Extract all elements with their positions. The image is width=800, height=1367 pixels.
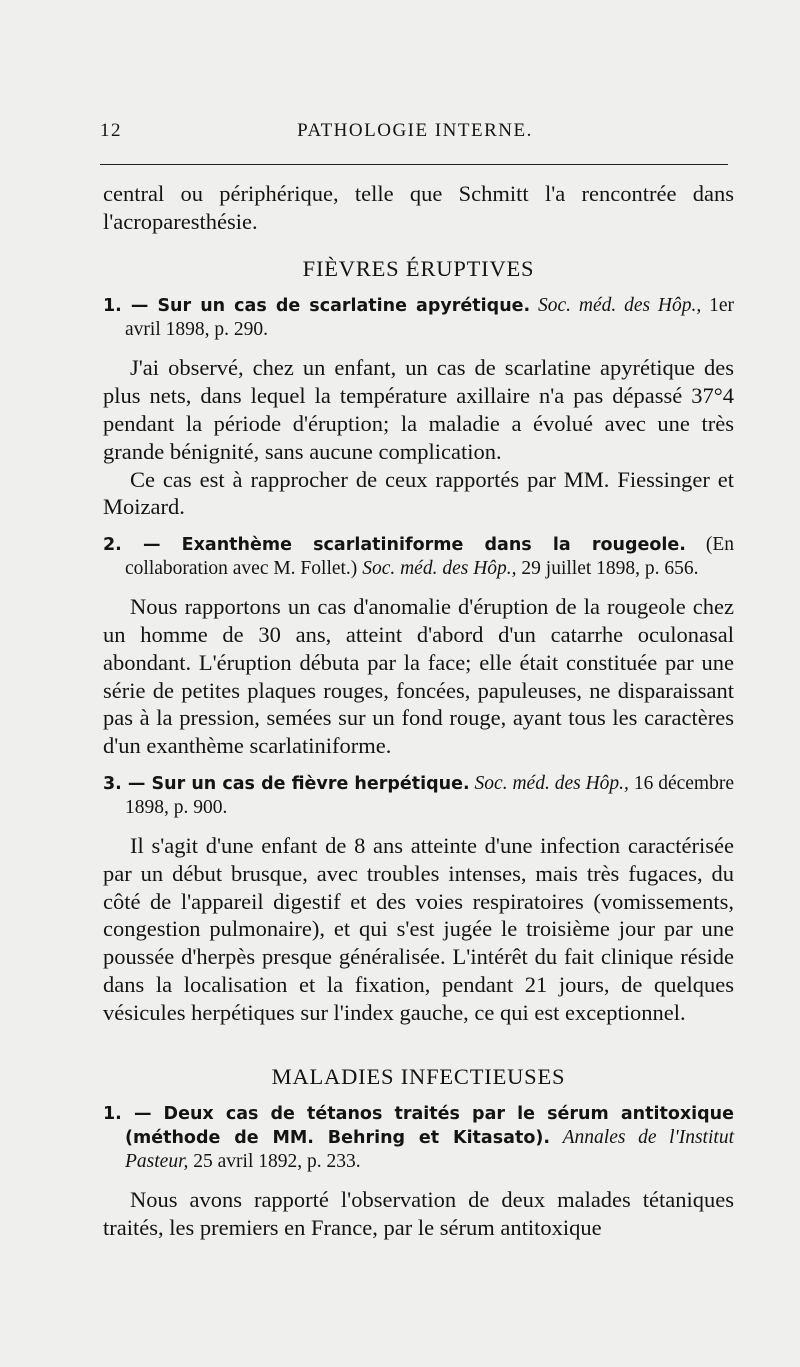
entry-detail: 29 juillet 1898, p. 656. <box>521 558 699 580</box>
page-body <box>103 180 734 1242</box>
intro-paragraph: central ou périphérique, telle que Schmitt l'a rencontrée dans l'acroparesthésie. <box>103 181 734 234</box>
entry-title: 2. — Exanthème scarlatiniforme dans la rougeole. <box>103 535 686 556</box>
entry-heading <box>103 533 734 581</box>
entry-source: Soc. méd. des Hôp., <box>362 558 517 580</box>
page-header <box>100 120 730 150</box>
section-title: FIÈVRES ÉRUPTIVES <box>302 255 535 281</box>
section-title: MALADIES INFECTIEUSES <box>271 1063 566 1089</box>
paragraph: Nous rapportons un cas d'anomalie d'éruption de la rougeole chez un homme de 30 ans, atteint d'abord d'un catarrhe oculonasal abondant. L'éruption débuta par la face; elle était constituée par une série de petites plaques rouges, foncées, papuleuses, ne disparaissant pas à la pression, semées sur un fond rouge, ayant tous les caractères d'un exanthème scarlatiniforme. <box>103 594 734 759</box>
paragraph: Il s'agit d'une enfant de 8 ans atteinte d'une infection caractérisée par un début brusque, avec troubles intenses, mais très fugaces, du côté de l'appareil digestif et des voies respiratoires (vomissements, congestion pulmonaire), et qui s'est jugée le troisième jour par une poussée d'herpès presque généralisée. L'intérêt du fait clinique réside dans la localisation et la fixation, pendant 21 jours, de quelques vésicules herpétiques sur l'index gauche, ce qui est exceptionnel. <box>103 832 734 1025</box>
entry-heading <box>103 1102 734 1174</box>
entry-detail-pre: (En collaboration avec M. Follet.) <box>125 534 735 580</box>
paragraph: Ce cas est à rapprocher de ceux rapportés par MM. Fiessinger et Moizard. <box>103 466 734 520</box>
entry-title: 1. — Deux cas de tétanos traités par le sérum antitoxique (méthode de MM. Behring et Kitasato). <box>103 1104 734 1149</box>
entry-detail: 1er avril 1898, p. 290. <box>125 295 735 341</box>
entry-source: Soc. méd. des Hôp., <box>474 772 629 794</box>
entry-detail: 16 décembre 1898, p. 900. <box>125 772 734 818</box>
entry-detail: 25 avril 1892, p. 233. <box>193 1151 361 1173</box>
running-title: PATHOLOGIE INTERNE. <box>297 120 533 141</box>
entry-heading <box>103 772 734 820</box>
entry-title: 1. — Sur un cas de scarlatine apyrétique. <box>103 296 531 317</box>
paragraph: Nous avons rapporté l'observation de deux malades tétaniques traités, les premiers en France, par le sérum antitoxique <box>103 1187 734 1241</box>
entry-heading <box>103 294 734 342</box>
header-rule <box>100 164 728 165</box>
entry-source: Annales de l'Institut Pasteur, <box>125 1127 734 1173</box>
entry-title: 3. — Sur un cas de fièvre herpétique. <box>103 773 470 794</box>
page-number: 12 <box>100 120 122 141</box>
paragraph: J'ai observé, chez un enfant, un cas de scarlatine apyrétique des plus nets, dans lequel la température axillaire n'a pas dépassé 37°4 pendant la période d'éruption; la maladie a évolué avec une très grande bénignité, sans aucune complication. <box>103 355 734 464</box>
entry-source: Soc. méd. des Hôp., <box>538 295 702 317</box>
